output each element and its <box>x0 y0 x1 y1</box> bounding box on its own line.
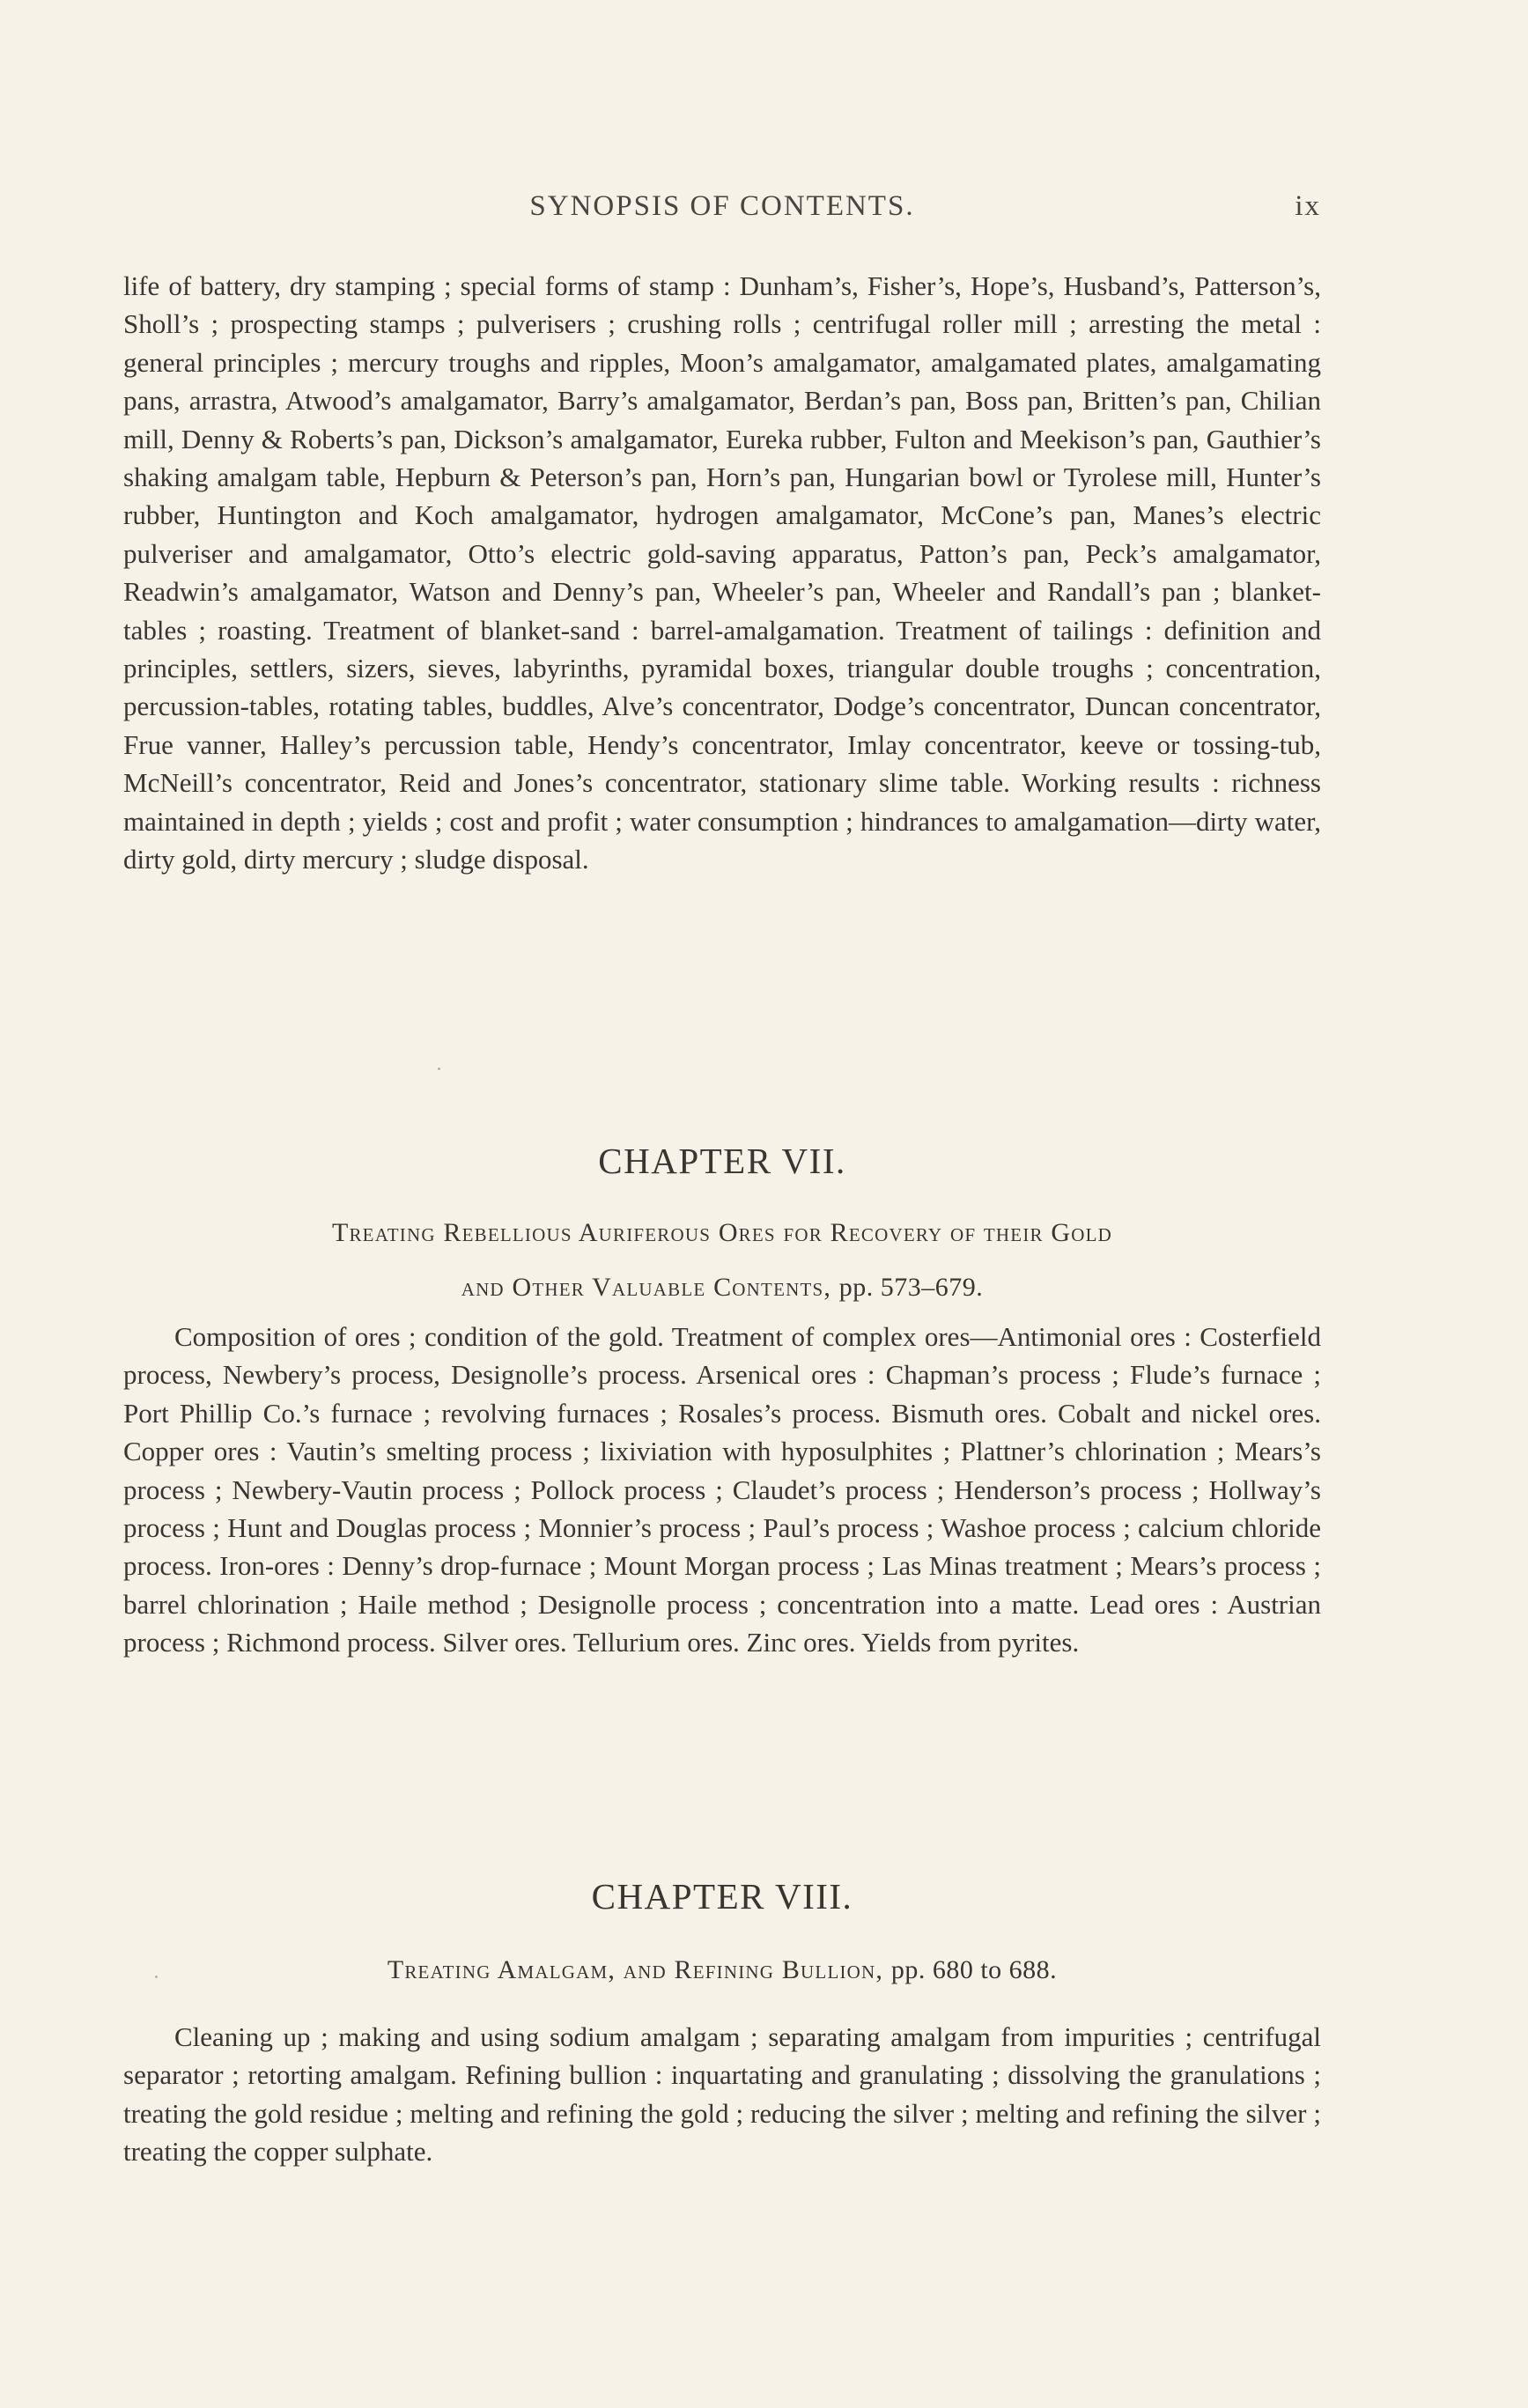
chapter-vii-title-line-2 <box>123 1260 1321 1315</box>
paper-speck <box>155 1976 158 1978</box>
paper-speck <box>438 1067 440 1070</box>
chapter-viii-heading: CHAPTER VIII. <box>591 1876 853 1917</box>
chapter-vii-title-text: and Other Valuable Contents, <box>461 1273 832 1302</box>
chapter-viii-page-range: pp. 680 to 688. <box>890 1955 1058 1984</box>
running-head <box>123 190 1321 227</box>
running-head-title: SYNOPSIS OF CONTENTS. <box>529 190 915 222</box>
continued-paragraph: life of battery, dry stamping ; special forms of stamp : Dunham’s, Fisher’s, Hope’s, Husband’s, Patterson’s, Sholl’s ; prospecting stamps ; pulverisers ; crushing rolls ; centrifugal roller mill ; arresting the metal : general principles ; mercury troughs and ripples, Moon’s amalgamator, amalgamated plates, amalgamating pans, arrastra, Atwood’s amalgamator, Barry’s amalgamator, Berdan’s pan, Boss pan, Britten’s pan, Chilian mill, Denny & Roberts’s pan, Dickson’s amalgamator, Eureka rubber, Fulton and Meekison’s pan, Gauthier’s shaking amalgam table, Hepburn & Peterson’s pan, Horn’s pan, Hungarian bowl or Tyrolese mill, Hunter’s rubber, Huntington and Koch amalgamator, hydrogen amalgamator, McCone’s pan, Manes’s electric pulveriser and amalgamator, Otto’s electric gold-saving apparatus, Patton’s pan, Peck’s amalgamator, Readwin’s amalgamator, Watson and Denny’s pan, Wheeler’s pan, Wheeler and Randall’s pan ; blanket-tables ; roasting. Treatment of blanket-sand : barrel-amalgamation. Treatment of tailings : definition and principles, settlers, sizers, sieves, labyrinths, pyramidal boxes, triangular double troughs ; concentration, percussion-tables, rotating tables, buddles, Alve’s concentrator, Dodge’s concentrator, Duncan concentrator, Frue vanner, Halley’s percussion table, Hendy’s concentrator, Imlay concentrator, keeve or tossing-tub, McNeill’s concentrator, Reid and Jones’s concentrator, stationary slime table. Working results : richness maintained in depth ; yields ; cost and profit ; water consumption ; hindrances to amalgamation—dirty water, dirty gold, dirty mercury ; sludge disposal. <box>123 270 1321 875</box>
chapter-vii-page-range: pp. 573–679. <box>838 1273 984 1302</box>
chapter-vii-summary: Composition of ores ; condition of the gold. Treatment of complex ores—Antimonial ores : Costerfield process, Newbery’s process, Designolle’s process. Arsenical ores : Chapman’s process ; Flude’s furnace ; Port Phillip Co.’s furnace ; revolving furnaces ; Rosales’s process. Bismuth ores. Cobalt and nickel ores. Copper ores : Vautin’s smelting process ; lixiviation with hyposulphites ; Plattner’s chlorination ; Mears’s process ; Newbery-Vautin process ; Pollock process ; Claudet’s process ; Henderson’s process ; Hollway’s process ; Hunt and Douglas process ; Monnier’s process ; Paul’s process ; Washoe process ; calcium chloride process. Iron-ores : Denny’s drop-furnace ; Mount Morgan process ; Las Minas treatment ; Mears’s process ; barrel chlorination ; Haile method ; Designolle process ; concentration into a matte. Lead ores : Austrian process ; Richmond process. Silver ores. Tellurium ores. Zinc ores. Yields from pyrites. <box>123 1321 1321 1658</box>
chapter-viii-title-text: Treating Amalgam, and Refining Bullion, <box>387 1955 884 1984</box>
chapter-viii-title <box>123 1943 1321 1998</box>
chapter-vii-title <box>123 1206 1321 1315</box>
chapter-vii-title-line-1: Treating Rebellious Auriferous Ores for Recovery of their Gold <box>331 1218 1113 1247</box>
chapter-vii-heading: CHAPTER VII. <box>598 1141 846 1181</box>
chapter-viii-summary: Cleaning up ; making and using sodium amalgam ; separating amalgam from impurities ; centrifugal separator ; retorting amalgam. Refining bullion : inquartating and granulating ; dissolving the granulations ; treating the gold residue ; melting and refining the gold ; reducing the silver ; melting and refining the silver ; treating the copper sulphate. <box>123 2021 1321 2168</box>
page-number: ix <box>1295 190 1321 222</box>
